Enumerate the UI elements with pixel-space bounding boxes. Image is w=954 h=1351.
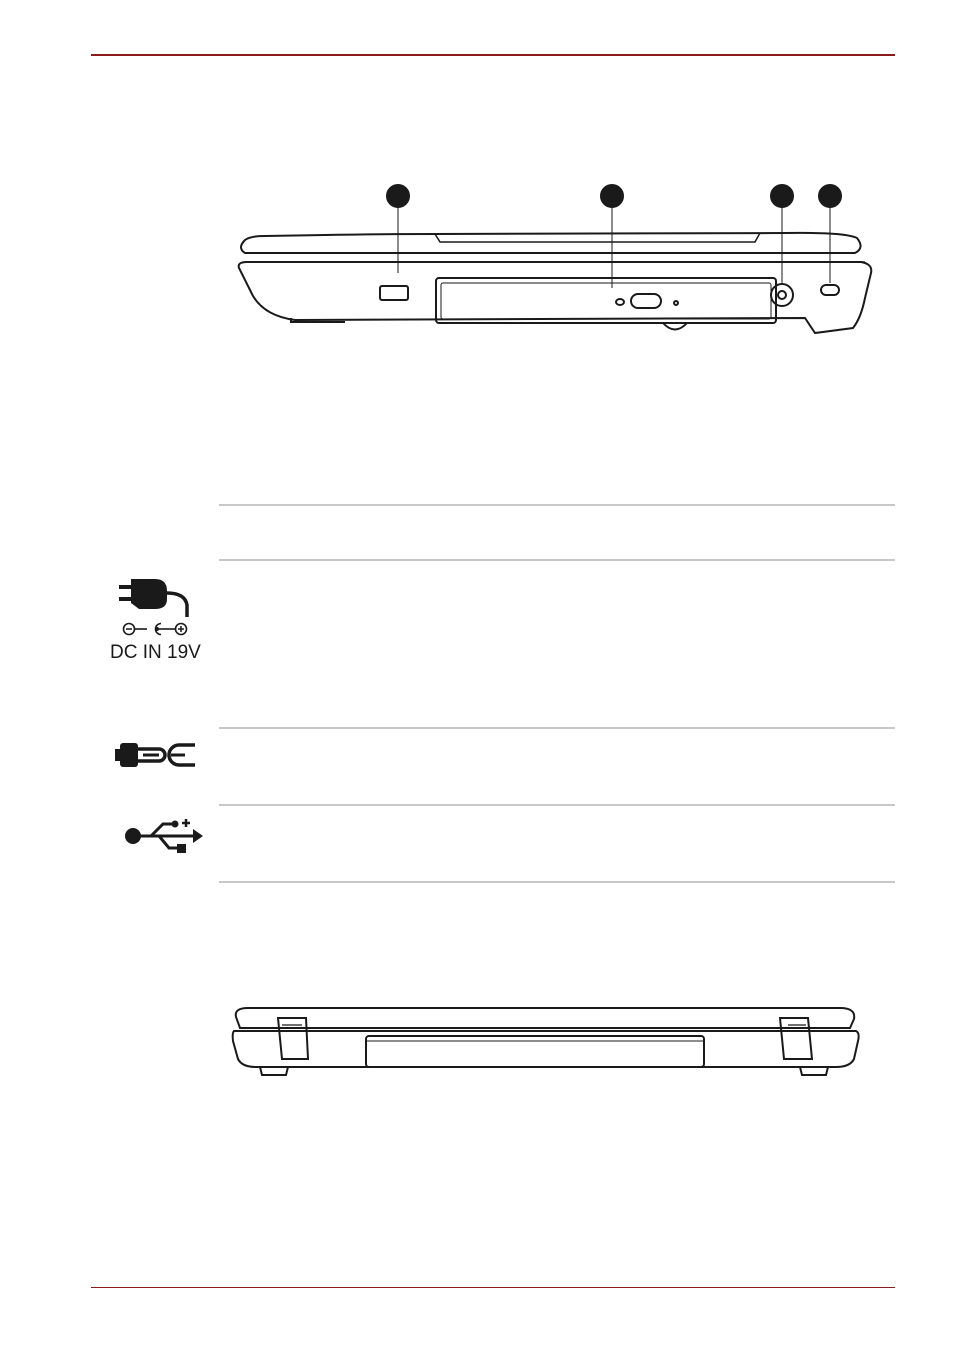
header-rule [91, 54, 895, 56]
table-rule [219, 727, 895, 729]
optical-drive-eject-button [631, 294, 661, 308]
usb-icon [123, 814, 205, 860]
table-rule [219, 504, 895, 506]
back-side-view-illustration [228, 1003, 864, 1085]
table-rule [219, 804, 895, 806]
security-lock-slot [821, 285, 839, 295]
security-lock-icon [113, 740, 199, 770]
right-side-view-illustration [225, 178, 885, 343]
table-rule [219, 559, 895, 561]
dc-in-plug-icon [115, 573, 195, 643]
table-rule [219, 881, 895, 883]
callout-marker-1 [387, 185, 409, 273]
dc-in-label: DC IN 19V [110, 642, 201, 663]
dc-in-jack [771, 284, 793, 306]
optical-drive-tray [436, 278, 776, 323]
usb-port [380, 286, 408, 300]
callout-marker-2 [601, 185, 623, 288]
footer-rule [91, 1287, 895, 1288]
